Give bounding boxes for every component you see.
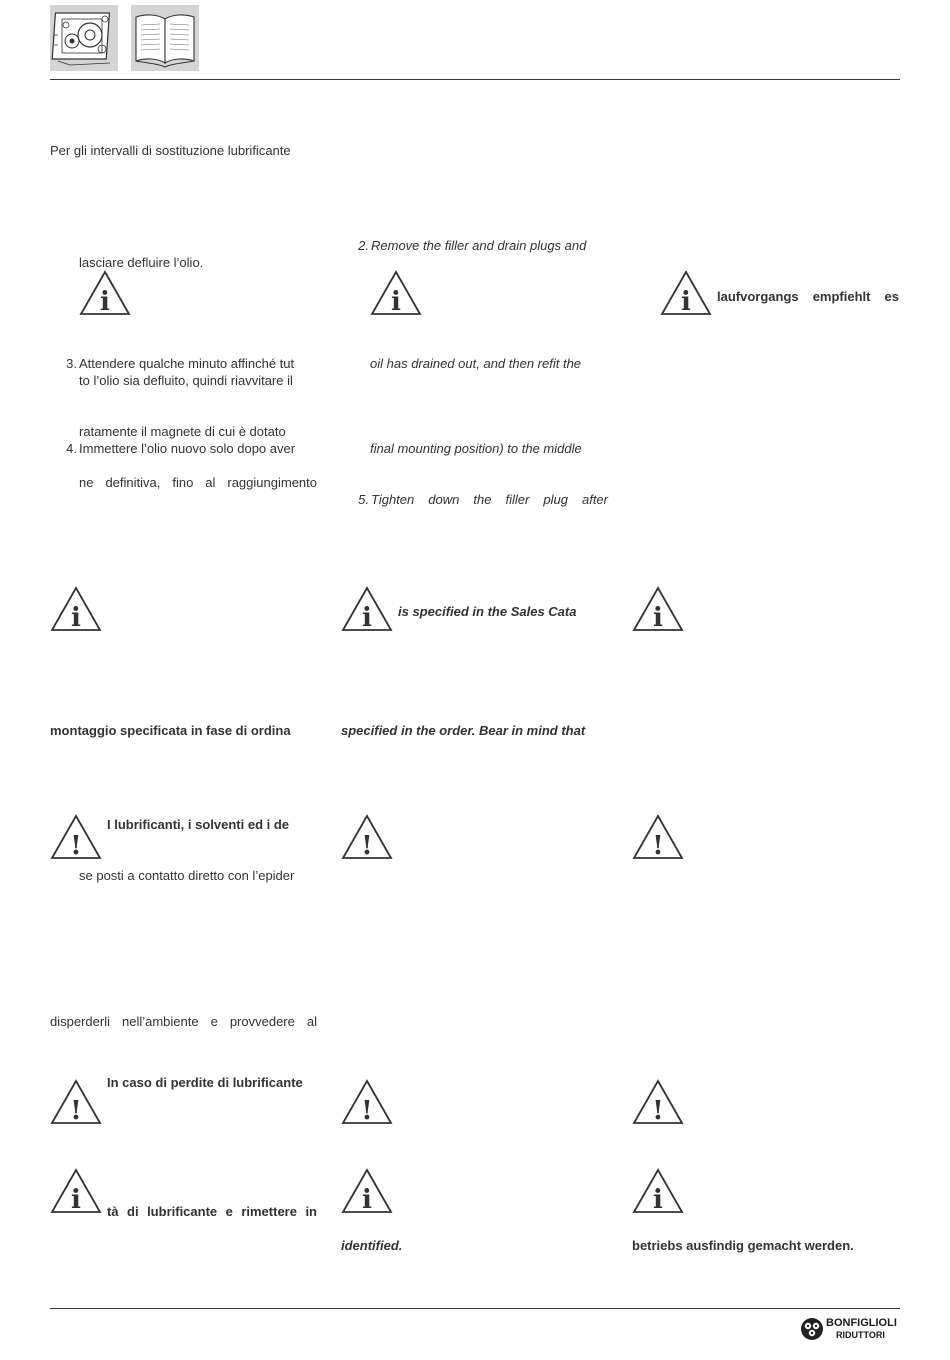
footer-rule — [50, 1308, 900, 1309]
svg-text:i: i — [71, 603, 81, 632]
warning-icon — [632, 1079, 684, 1125]
en-step5-line1 — [354, 491, 608, 508]
it-step4-line2: ne definitiva, fino al raggiungimento — [79, 475, 317, 490]
it-warning-skin: se posti a contatto diretto con l’epider — [79, 868, 295, 883]
it-step4-number: 4. — [66, 441, 77, 456]
it-mounting-note: montaggio specificata in fase di ordina — [50, 723, 291, 738]
svg-text:!: ! — [652, 1096, 664, 1125]
de-operation-note: betriebs ausfindig gemacht werden. — [632, 1238, 854, 1253]
svg-text:i: i — [362, 1185, 372, 1214]
it-warning-leak: In caso di perdite di lubrificante — [107, 1075, 303, 1090]
en-sales-catalogue-note: is specified in the Sales Cata — [398, 604, 577, 619]
en-drained-note: oil has drained out, and then refit the — [370, 356, 582, 371]
info-icon — [632, 586, 684, 632]
warning-icon — [632, 814, 684, 860]
it-step4-text: Immettere l’olio nuovo solo dopo aver — [79, 441, 296, 456]
info-icon — [370, 270, 422, 316]
warning-icon — [341, 814, 393, 860]
warning-icon — [50, 1079, 102, 1125]
it-intro: Per gli intervalli di sostituzione lubrificante — [50, 143, 291, 158]
en-step5-number: 5. — [358, 492, 369, 507]
en-identified: identified. — [341, 1238, 403, 1253]
info-icon — [632, 1168, 684, 1214]
logo-subtitle: RIDUTTORI — [836, 1330, 885, 1340]
svg-text:i: i — [362, 603, 372, 632]
bonfiglioli-logo-icon — [800, 1317, 824, 1341]
svg-text:!: ! — [361, 831, 373, 860]
en-step2-number: 2. — [358, 238, 369, 253]
info-icon — [79, 270, 131, 316]
svg-text:i: i — [391, 287, 401, 316]
svg-text:i: i — [100, 287, 110, 316]
open-book-icon — [131, 5, 199, 71]
it-info-refill: tà di lubrificante e rimettere in — [107, 1204, 317, 1219]
svg-text:!: ! — [652, 831, 664, 860]
info-icon — [50, 586, 102, 632]
en-step5-text: Tighten down the filler plug after — [371, 492, 608, 507]
svg-text:i: i — [653, 603, 663, 632]
info-icon — [341, 586, 393, 632]
it-step3-line2: to l’olio sia defluito, quindi riavvitare il — [79, 373, 293, 388]
it-step4-line1 — [62, 440, 295, 457]
svg-text:!: ! — [70, 831, 82, 860]
warning-icon — [341, 1079, 393, 1125]
logo-brand-name: BONFIGLIOLI — [826, 1317, 897, 1329]
header-rule — [50, 79, 900, 80]
en-order-note: specified in the order. Bear in mind that — [341, 723, 586, 738]
it-step3-number: 3. — [66, 356, 77, 371]
en-final-position: final mounting position) to the middle — [370, 441, 582, 456]
info-icon — [341, 1168, 393, 1214]
warning-icon — [50, 814, 102, 860]
svg-text:!: ! — [361, 1096, 373, 1125]
en-step2-line1 — [354, 237, 586, 254]
svg-text:i: i — [71, 1185, 81, 1214]
svg-text:i: i — [681, 287, 691, 316]
svg-text:i: i — [653, 1185, 663, 1214]
it-step3-line1 — [62, 355, 294, 372]
it-step3-line3: ratamente il magnete di cui è dotato — [79, 424, 286, 439]
gearbox-illustration-icon — [50, 5, 118, 71]
svg-text:!: ! — [70, 1096, 82, 1125]
it-disposal-note: disperderli nell’ambiente e provvedere al — [50, 1014, 317, 1029]
en-step2-text: Remove the filler and drain plugs and — [371, 238, 587, 253]
it-step2-continuation: lasciare defluire l’olio. — [79, 255, 204, 270]
info-icon — [660, 270, 712, 316]
it-warning-lubricants: I lubrificanti, i solventi ed i de — [107, 817, 290, 832]
it-step3-text: Attendere qualche minuto affinché tut — [79, 356, 295, 371]
info-icon — [50, 1168, 102, 1214]
de-run-in-note: laufvorgangs empfiehlt es — [717, 289, 899, 304]
